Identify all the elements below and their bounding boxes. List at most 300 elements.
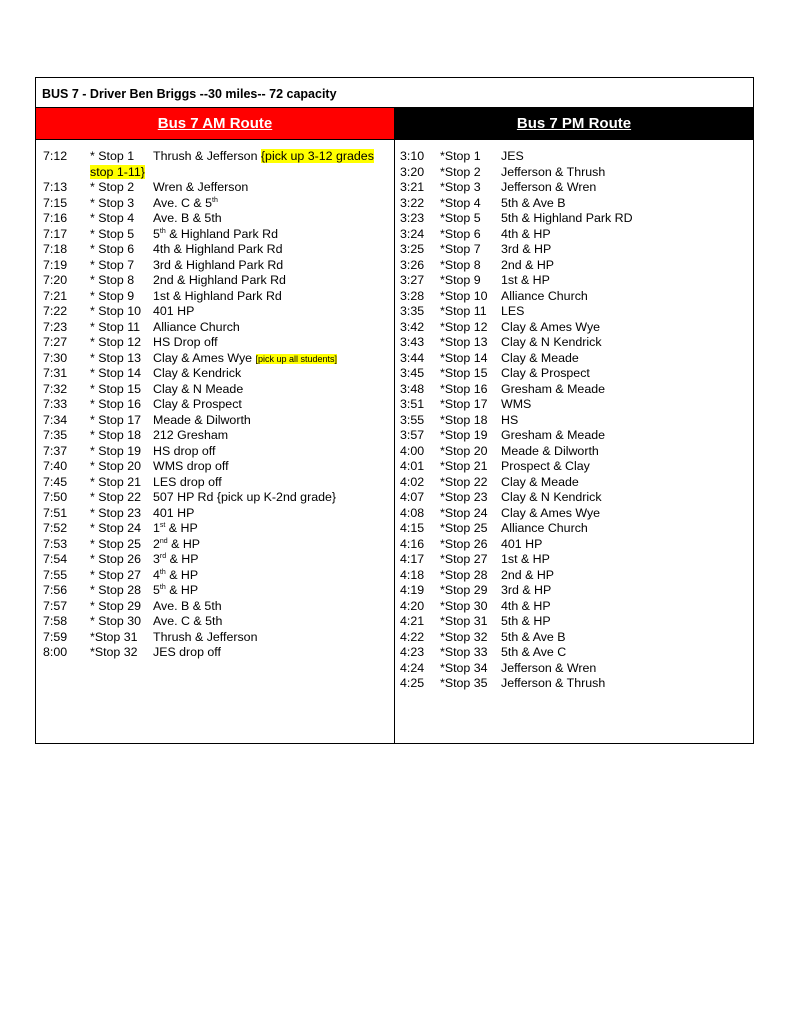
location-text: Alliance Church [153,319,240,334]
stop-location [153,537,200,553]
location-text: 4th & Highland Park Rd [153,242,283,256]
stop-row [36,444,394,460]
stop-location [501,583,551,599]
stop-number: * Stop 26 [90,552,141,566]
stop-location [153,630,257,646]
stop-row [395,258,753,274]
stop-time: 3:55 [400,412,425,427]
stop-row [395,661,753,677]
stop-location [501,227,551,243]
stop-number: *Stop 23 [440,490,488,504]
stop-row [395,149,753,165]
stop-number: *Stop 29 [440,583,488,597]
stop-number: *Stop 5 [440,211,481,225]
stop-location [153,521,198,537]
stop-number: *Stop 17 [440,397,488,411]
location-text: 401 HP [153,505,195,520]
location-text: Ave. C & 5th [153,614,223,628]
stop-time: 7:58 [43,614,68,628]
stop-time: 7:55 [43,567,68,582]
stop-row [36,351,394,367]
stop-row [395,366,753,382]
pickup-note: {pick up 3-12 grades [260,149,374,163]
location-text: 3rd & HP [501,583,552,597]
location-text: Jefferson & Wren [501,660,597,675]
stop-location [501,382,605,398]
stop-location [501,630,566,646]
stop-time: 3:20 [400,164,425,179]
stop-time: 3:57 [400,428,425,442]
location-text: Clay & Prospect [501,366,590,380]
stop-row [395,304,753,320]
stop-location [153,568,198,584]
location-text: JES [501,149,524,163]
location-text: Clay & Prospect [153,397,242,411]
stop-number: * Stop 18 [90,428,141,442]
stop-location [501,397,531,413]
stop-number: *Stop 32 [90,645,138,659]
stop-number: *Stop 16 [440,381,488,396]
stop-row [36,273,394,289]
stop-location [501,242,551,258]
stop-time: 7:13 [43,180,68,194]
stop-location [501,335,602,351]
stop-row [395,382,753,398]
stop-time: 3:24 [400,226,425,241]
location-text: Thrush & Jefferson [153,149,258,163]
stop-time: 7:12 [43,149,68,163]
location-text: & HP [165,521,198,535]
stop-location [501,475,579,491]
stop-location [153,382,243,398]
stop-location [501,180,596,196]
stop-row [395,413,753,429]
stop-time: 4:15 [400,521,425,535]
stop-location [153,583,198,599]
stop-location [501,537,542,553]
location-text: Alliance Church [501,288,588,303]
stop-row [36,506,394,522]
location-text: LES [501,304,525,318]
ordinal-suffix: st [159,522,166,529]
stop-number: * Stop 24 [90,521,141,535]
stop-row [36,583,394,599]
stop-time: 7:45 [43,474,68,489]
stop-number: *Stop 27 [440,552,488,566]
stop-number: * Stop 3 [90,195,135,210]
stop-time: 4:16 [400,536,425,551]
location-text: HS Drop off [153,335,218,349]
stop-time: 7:57 [43,598,68,613]
stop-time: 7:32 [43,381,68,396]
location-text: Clay & Kendrick [153,366,242,380]
stop-time: 7:19 [43,257,68,272]
stop-location [153,180,248,196]
ordinal-suffix: nd [159,537,168,545]
stop-number: * Stop 19 [90,443,141,458]
am-stop-list [36,140,395,743]
stop-time: 3:10 [400,149,425,163]
stop-row [395,397,753,413]
stop-location [153,413,251,429]
stop-number: *Stop 35 [440,676,488,690]
ordinal-suffix: th [159,584,166,591]
stop-number: * Stop 25 [90,536,141,551]
stop-time: 4:23 [400,645,425,659]
location-text: & Highland Park Rd [165,226,279,241]
location-text: Ave. C & 5 [153,195,213,210]
stop-location [501,459,590,475]
stop-row [395,475,753,491]
stop-time: 3:27 [400,273,425,287]
location-text: 3rd & HP [501,242,552,256]
stop-time: 7:54 [43,552,68,566]
stop-time: 4:19 [400,583,425,597]
location-text: Thrush & Jefferson [153,629,258,644]
stop-row [36,242,394,258]
stop-time: 3:25 [400,242,425,256]
stop-number: *Stop 7 [440,242,481,256]
stop-row [395,335,753,351]
stop-time: 4:20 [400,598,425,613]
stop-time: 4:24 [400,660,425,675]
stop-number: *Stop 10 [440,288,488,303]
stop-time: 3:48 [400,381,425,396]
stop-time: 3:43 [400,335,425,349]
location-text: Clay & Meade [501,474,579,489]
stop-time: 3:42 [400,319,425,334]
location-text: HS [501,412,519,427]
stop-number: *Stop 31 [90,629,138,644]
stop-time: 7:52 [43,521,68,535]
location-text: 2nd & HP [501,257,555,272]
location-text: Clay & N Meade [153,381,244,396]
location-text: Gresham & Meade [501,428,605,442]
stop-location [153,242,283,258]
location-text: Jefferson & Thrush [501,676,606,690]
pickup-note-continued [36,165,394,181]
stop-number: * Stop 27 [90,567,141,582]
location-text: 5th & Highland Park RD [501,211,633,225]
stop-location [501,304,524,320]
stop-row [395,165,753,181]
stop-row [395,444,753,460]
stop-location [501,568,554,584]
stop-number: * Stop 22 [90,490,141,504]
stop-row [36,366,394,382]
location-text: 507 HP Rd {pick up K-2nd grade} [153,490,337,504]
location-text: WMS [501,397,532,411]
stop-number: *Stop 28 [440,567,488,582]
stop-row [36,568,394,584]
stop-row [36,397,394,413]
location-text: 2nd & HP [501,567,555,582]
stop-location [501,521,588,537]
stop-number: * Stop 29 [90,598,141,613]
stop-time: 7:53 [43,536,68,551]
stop-time: 4:18 [400,567,425,582]
stop-time: 7:27 [43,335,68,349]
stop-time: 4:02 [400,474,425,489]
stop-time: 7:15 [43,195,68,210]
stop-row [36,413,394,429]
stop-location [501,149,524,165]
stop-row [395,273,753,289]
stop-location [501,614,551,630]
stop-time: 3:21 [400,180,425,194]
ordinal-suffix: th [212,196,218,204]
stop-row [395,242,753,258]
stop-location [501,289,588,305]
stop-row [36,645,394,661]
location-text: & HP [167,536,201,551]
stop-location [501,366,590,382]
stop-number: *Stop 15 [440,366,488,380]
location-text: 3rd & Highland Park Rd [153,257,284,272]
stop-location [153,258,283,274]
stop-number: * Stop 17 [90,412,141,427]
location-text: 5th & Ave B [501,629,566,644]
stop-row [395,320,753,336]
location-text: Wren & Jefferson [153,180,249,194]
location-text: 5th & HP [501,614,551,628]
stop-row [395,614,753,630]
stop-number: * Stop 12 [90,335,141,349]
location-text: Clay & Ames Wye [501,319,601,334]
stop-time: 7:34 [43,412,68,427]
stop-time: 7:30 [43,350,68,365]
stop-location [501,428,605,444]
location-text: Ave. B & 5th [153,211,222,225]
stop-number: *Stop 33 [440,645,488,659]
stop-number: *Stop 4 [440,195,481,210]
stop-location [501,165,605,181]
location-text: LES drop off [153,474,222,489]
stop-location [153,273,286,289]
location-text: Alliance Church [501,521,588,535]
stop-time: 4:00 [400,443,425,458]
stop-number: * Stop 8 [90,273,135,287]
stop-row [395,428,753,444]
stop-row [395,227,753,243]
stop-location [501,676,605,692]
stop-row [36,552,394,568]
stop-time: 7:17 [43,226,68,241]
stop-number: *Stop 30 [440,598,488,613]
stop-time: 3:44 [400,350,425,365]
stop-number: *Stop 34 [440,660,488,675]
location-text: 4th & HP [501,226,551,241]
stop-number: *Stop 8 [440,257,481,272]
location-text: Clay & Meade [501,350,579,365]
stop-time: 7:21 [43,288,68,303]
stop-location [153,351,337,367]
stop-location [153,614,222,630]
stop-number: *Stop 18 [440,412,488,427]
stop-location [153,506,194,522]
stop-time: 7:37 [43,443,68,458]
stop-time: 3:26 [400,257,425,272]
stop-number: *Stop 9 [440,273,481,287]
stop-location [153,444,215,460]
stop-row [395,568,753,584]
location-text: Meade & Dilworth [501,443,599,458]
location-text: Clay & N Kendrick [501,490,602,504]
stop-number: * Stop 30 [90,614,141,628]
location-text: 1st & HP [501,552,550,566]
stop-time: 7:56 [43,583,68,597]
stop-time: 3:22 [400,195,425,210]
stop-number: *Stop 1 [440,149,481,163]
location-text: 2nd & Highland Park Rd [153,273,286,287]
stop-location [153,599,222,615]
stop-number: *Stop 32 [440,629,488,644]
stop-number: * Stop 21 [90,474,141,489]
stop-number: *Stop 14 [440,350,488,365]
location-text: 1st & HP [501,273,550,287]
stop-location [153,397,242,413]
stop-location [153,490,336,506]
stop-number: *Stop 25 [440,521,488,535]
stop-time: 7:16 [43,211,68,225]
stop-number: *Stop 13 [440,335,488,349]
stop-location [153,211,222,227]
stop-row [395,351,753,367]
stop-number: *Stop 20 [440,443,488,458]
stop-number: *Stop 24 [440,505,488,520]
stop-number: * Stop 11 [90,319,141,334]
stop-number: *Stop 2 [440,164,481,179]
stop-location [501,490,602,506]
location-text: Jefferson & Thrush [501,164,606,179]
stop-row [36,180,394,196]
stop-number: * Stop 23 [90,505,141,520]
stop-location [501,258,554,274]
stop-location [153,459,229,475]
stop-time: 7:20 [43,273,68,287]
ordinal-suffix: th [159,568,166,576]
stop-time: 3:45 [400,366,425,380]
stop-number: *Stop 6 [440,226,481,241]
stop-row [36,537,394,553]
stop-location [153,428,228,444]
location-text: 5th & Ave B [501,195,566,210]
stop-row [395,552,753,568]
stop-location [501,661,596,677]
stop-time: 4:21 [400,614,425,628]
location-text: & HP [166,552,199,566]
stop-time: 4:01 [400,459,425,473]
stop-time: 7:59 [43,629,68,644]
stop-number: * Stop 2 [90,180,135,194]
location-text: Clay & N Kendrick [501,335,602,349]
stop-number: * Stop 4 [90,211,135,225]
stop-time: 7:35 [43,428,68,442]
stop-time: 7:23 [43,319,68,334]
pm-route-heading: Bus 7 PM Route [395,108,753,139]
stop-row [36,599,394,615]
stop-location [501,413,518,429]
route-table [35,77,754,744]
location-prefix: 5 [153,226,160,241]
stop-row [36,630,394,646]
stop-row [395,676,753,692]
stop-time: 3:28 [400,288,425,303]
location-text: 212 Gresham [153,428,229,442]
stop-time: 7:22 [43,304,68,318]
stop-number: *Stop 21 [440,459,488,473]
location-text: 401 HP [153,304,195,318]
stop-time: 7:50 [43,490,68,504]
stop-row [395,180,753,196]
stop-location [153,320,240,336]
stop-number: * Stop 10 [90,304,141,318]
stop-time: 8:00 [43,645,68,659]
stop-number: * Stop 6 [90,242,135,256]
location-text: Clay & Ames Wye [501,505,601,520]
stop-row [36,196,394,212]
ordinal-sup-wrap [160,537,168,551]
stop-row [395,630,753,646]
stop-location [501,552,550,568]
stop-location [501,506,600,522]
stop-location [153,289,282,305]
stop-number: * Stop 5 [90,226,135,241]
stop-number: * Stop 7 [90,257,135,272]
location-prefix: 2 [153,536,160,551]
stop-number: * Stop 20 [90,459,141,473]
location-prefix: 5 [153,583,160,597]
stop-row [36,521,394,537]
location-text: WMS drop off [153,459,229,473]
stop-row [36,335,394,351]
pickup-note: [pick up all students] [255,353,338,364]
stop-number: *Stop 11 [440,304,487,318]
stop-time: 4:25 [400,676,425,690]
stop-row [395,537,753,553]
stop-row [36,475,394,491]
location-text: 401 HP [501,536,543,551]
pm-stop-list [395,140,753,743]
stop-time: 7:31 [43,366,68,380]
stop-time: 7:40 [43,459,68,473]
ordinal-suffix: rd [159,553,167,560]
stop-location [501,196,566,212]
stop-location [501,599,551,615]
location-text: HS drop off [153,443,216,458]
stop-row [36,289,394,305]
stop-time: 3:35 [400,304,425,318]
location-text: 1st & Highland Park Rd [153,288,282,303]
stop-location [501,351,579,367]
stop-location [153,304,194,320]
stop-row [395,289,753,305]
stop-row [36,614,394,630]
stop-row [395,506,753,522]
stop-number: * Stop 28 [90,583,141,597]
stop-time: 7:51 [43,505,68,520]
stop-number: *Stop 31 [440,614,488,628]
stop-time: 3:23 [400,211,425,225]
stop-row [36,304,394,320]
location-text: Meade & Dilworth [153,412,251,427]
stop-row [36,258,394,274]
location-text: & HP [165,583,199,597]
stop-row [395,521,753,537]
stop-row [395,459,753,475]
location-text: 5th & Ave C [501,645,567,659]
stop-row [395,583,753,599]
